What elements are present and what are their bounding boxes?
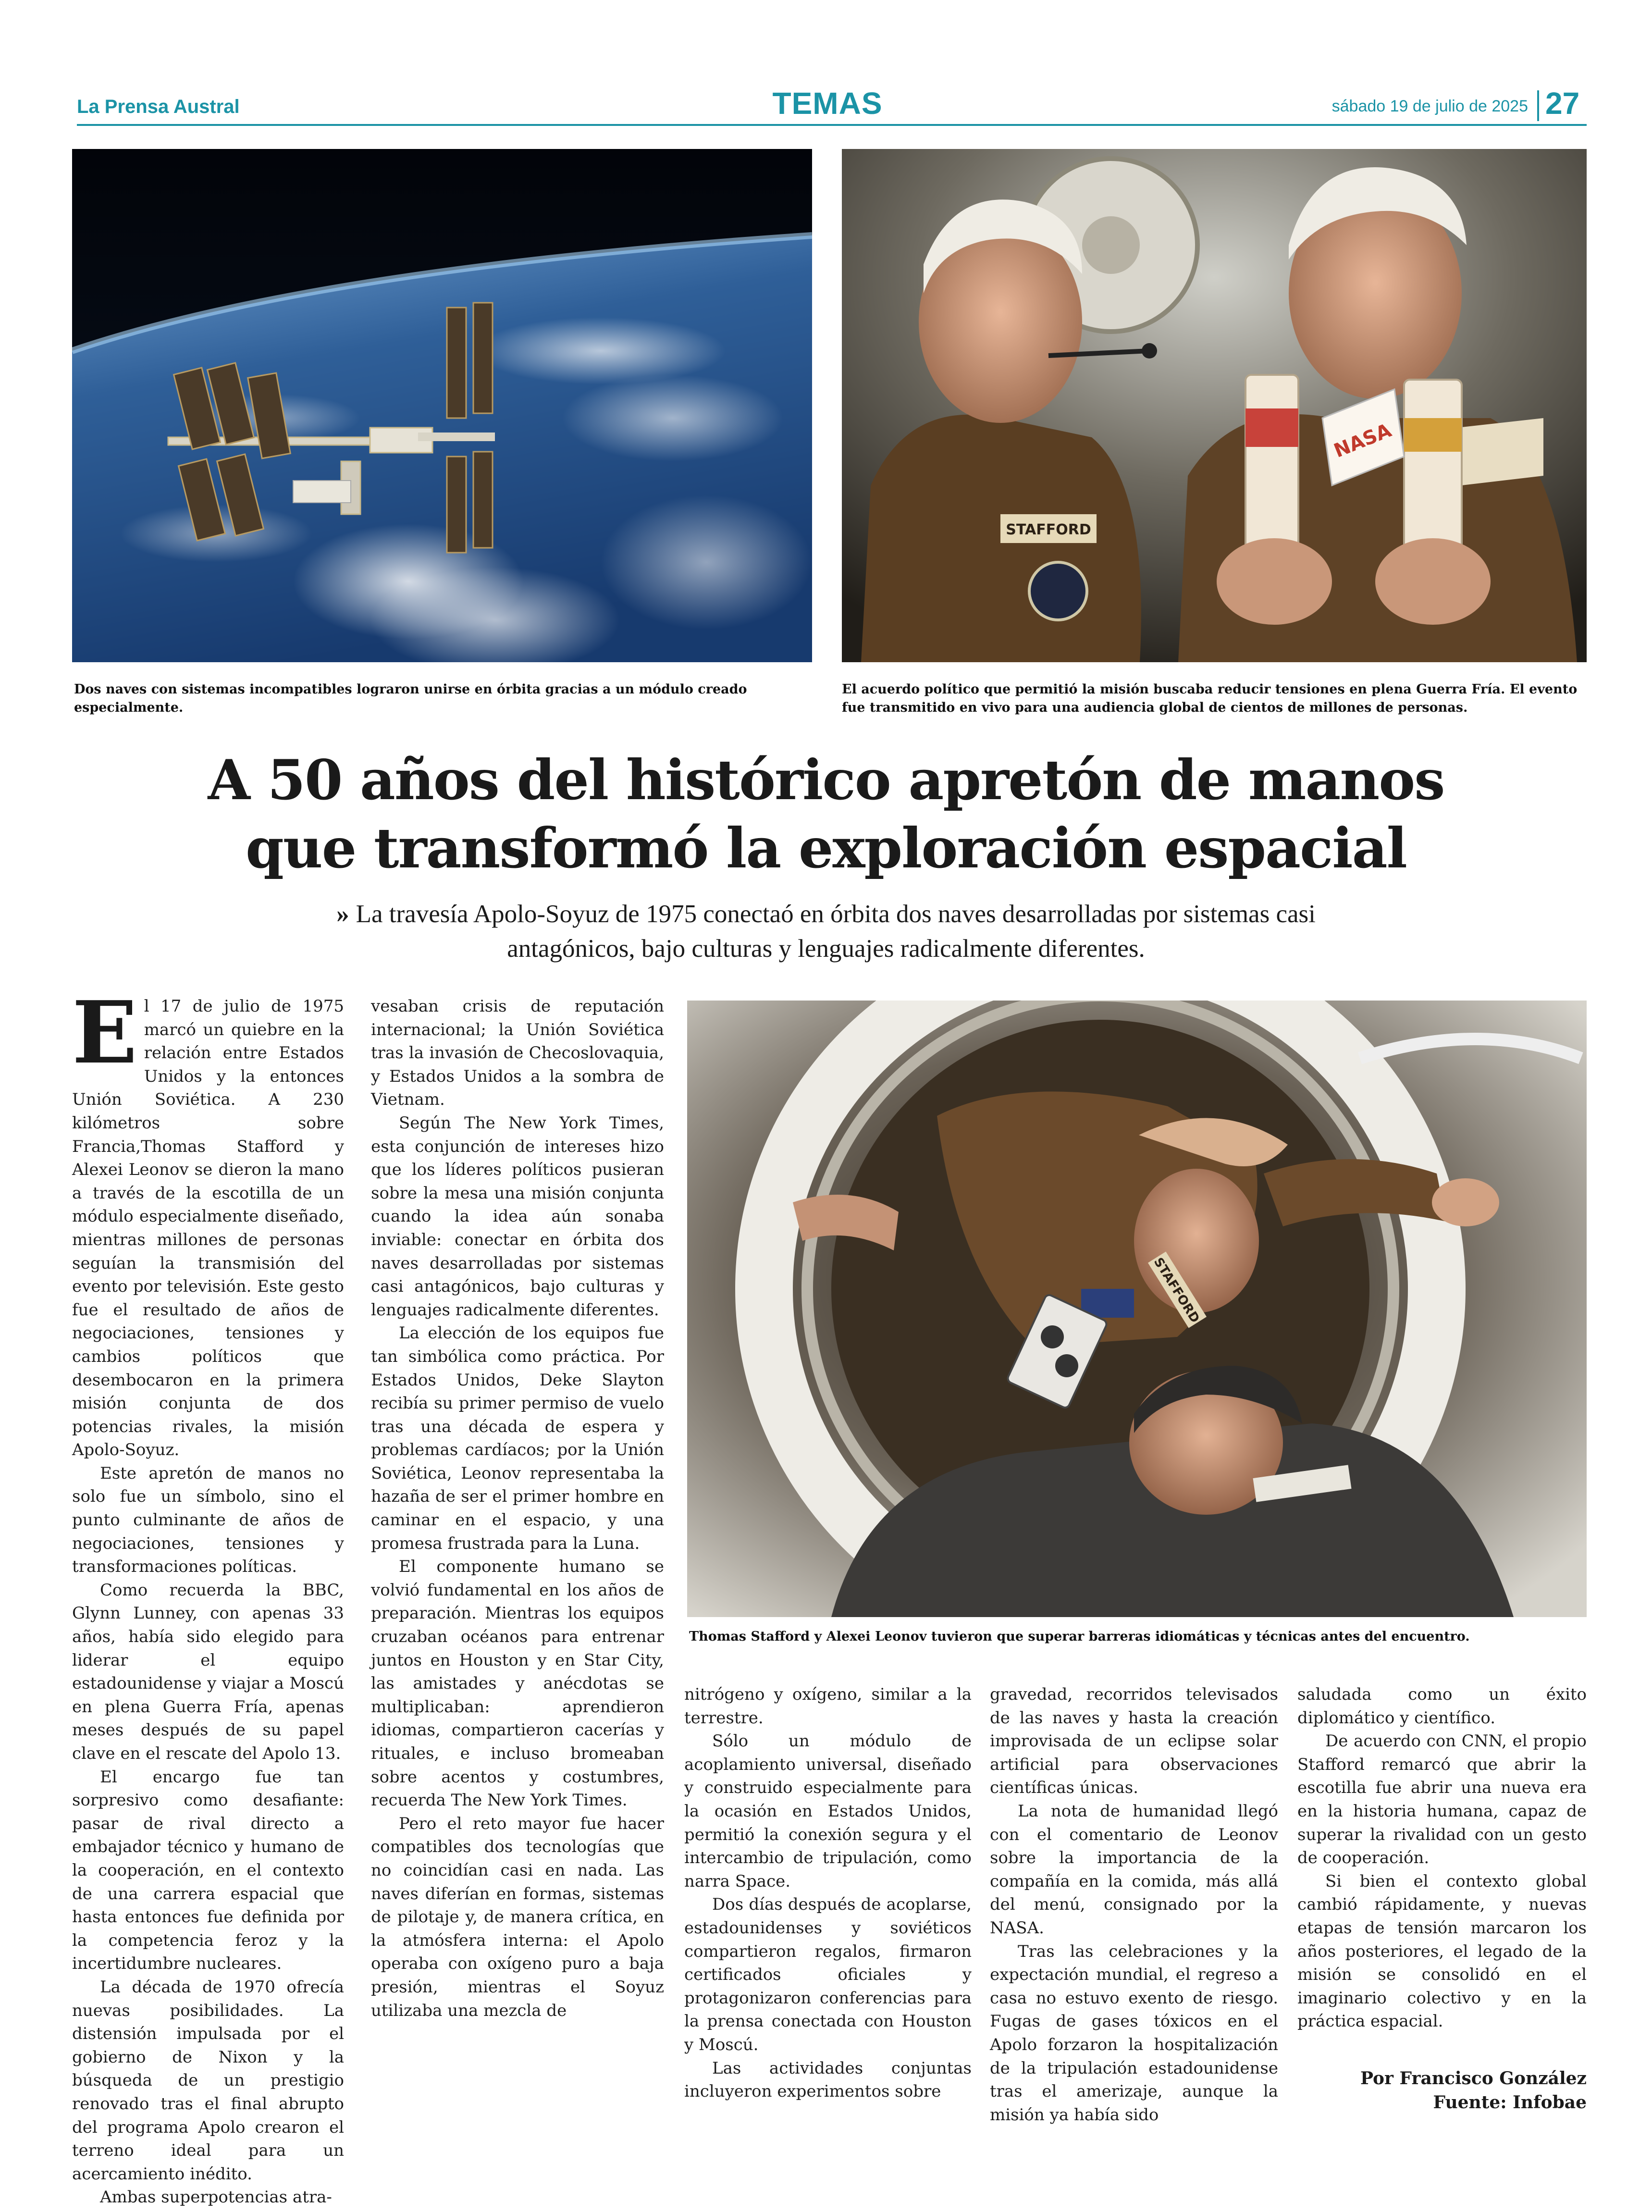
article-subheading <box>288 897 1364 966</box>
header-rule <box>77 124 1587 126</box>
article-paragraph: nitrógeno y oxígeno, similar a la terrestre. <box>684 1685 972 1728</box>
hatch-handshake-photo <box>687 1001 1587 1617</box>
article-paragraph: saludada como un éxito diplomático y científico. <box>1297 1685 1587 1728</box>
article-paragraph: La década de 1970 ofrecía nuevas posibilidades. La distensión impulsada por el gobierno de Nixon y la búsqueda de un prestigio renovado tras el final abrupto del programa Apolo crearon el terreno ideal para un acercamiento inédito. <box>72 1977 344 2184</box>
photo-caption-hatch: Thomas Stafford y Alexei Leonov tuvieron que superar barreras idiomáticas y técnicas antes del encuentro. <box>689 1629 1470 1644</box>
article-paragraph: De acuerdo con CNN, el propio Stafford remarcó que abrir la escotilla fue abrir una nueva era en la historia humana, capaz de superar la rivalidad con un gesto de cooperación. <box>1297 1731 1587 1868</box>
svg-text:STAFFORD: STAFFORD <box>1006 521 1091 538</box>
article-paragraph <box>72 982 344 1462</box>
article-column-4 <box>990 1683 1278 2126</box>
article-paragraph: La nota de humanidad llegó con el comentario de Leonov sobre la importancia de la compañía en la comida, más allá del menú, consignado por la NASA. <box>990 1801 1278 1938</box>
article-paragraph: gravedad, recorridos televisados de las naves y hasta la creación improvisada de un eclipse solar artificial para observaciones científicas únicas. <box>990 1685 1278 1798</box>
article-paragraph: Este apretón de manos no solo fue un símbolo, sino el punto culminante de años de negociaciones, tensiones y transformaciones políticas. <box>72 1463 344 1577</box>
paragraph-text: l 17 de julio de 1975 marcó un quiebre en la relación entre Estados Unidos y la entonces Unión Soviética. A 230 kilómetros sobre Francia,Thomas Stafford y Alexei Leonov se dieron la mano a través de la escotilla de un módulo especialmente diseñado, mientras millones de personas seguían la transmisión del evento por televisión. Este gesto fue el resultado de años de negociaciones, tensiones y cambios políticos que desembocaron en la primera misión conjunta de dos potencias rivales, la misión Apolo-Soyuz. <box>72 997 344 1460</box>
article-paragraph: El encargo fue tan sorpresivo como desafiante: pasar de rival directo a embajador técnico y humano de la cooperación, en el contexto de una carrera espacial que hasta entonces fue definida por la competencia feroz y la incertidumbre nucleares. <box>72 1767 344 1974</box>
article-column-5 <box>1297 1683 1587 2033</box>
headline-line-2: que transformó la exploración espacial <box>246 816 1406 880</box>
section-title: TEMAS <box>772 86 883 121</box>
subhead-text: La travesía Apolo-Soyuz de 1975 conectaó en órbita dos naves desarrolladas por sistemas casi antagónicos, bajo culturas y lenguajes radicalmente diferentes. <box>356 900 1316 963</box>
byline-author: Por Francisco González <box>1360 2068 1587 2088</box>
article-paragraph: vesaban crisis de reputación internacional; la Unión Soviética tras la invasión de Checoslovaquia, y Estados Unidos a la sombra de Vietnam. <box>371 997 664 1110</box>
svg-text:STAFFORD: STAFFORD <box>1150 1255 1202 1326</box>
headline-line-1: A 50 años del histórico apretón de manos <box>208 748 1444 812</box>
article-paragraph: Pero el reto mayor fue hacer compatibles dos tecnologías que no coincidían casi en nada. Las naves diferían en formas, sistemas de pilotaje y, de manera crítica, en la atmósfera interna: el Apolo operaba con oxígeno puro a baja presión, mientras el Soyuz utilizaba una mezcla de <box>371 1814 664 2020</box>
page-number: 27 <box>1545 86 1580 121</box>
article-paragraph: Sólo un módulo de acoplamiento universal, diseñado y construido especialmente para la ocasión en Estados Unidos, permitió la conexión segura y el intercambio de tripulación, como narra Space. <box>684 1731 972 1891</box>
astronauts-photo <box>842 149 1587 662</box>
svg-text:NASA: NASA <box>1331 419 1395 462</box>
article-column-2 <box>371 995 664 2022</box>
article-paragraph: Si bien el contexto global cambió rápidamente, y nuevas etapas de tensión marcaron los años posteriores, el legado de la misión se consolidó en el imaginario colectivo y en la práctica espacial. <box>1297 1871 1587 2031</box>
issue-date: sábado 19 de julio de 2025 <box>1331 97 1528 115</box>
article-column-3 <box>684 1683 972 2103</box>
newspaper-name: La Prensa Austral <box>77 96 240 117</box>
article-paragraph: El componente humano se volvió fundamental en los años de preparación. Mientras los equipos cruzaban océanos para entrenar juntos en Houston y en Star City, las amistades y anécdotas se multiplicaban: aprendieron idiomas, compartieron cacerías y rituales, e incluso bromeaban sobre acentos y costumbres, recuerda The New York Times. <box>371 1557 664 1810</box>
crew-patch-left <box>1000 514 1097 543</box>
subhead-marker-icon: » <box>336 900 349 928</box>
article-paragraph: Como recuerda la BBC, Glynn Lunney, con apenas 33 años, había sido elegido para liderar el equipo estadounidense y viajar a Moscú en plena Guerra Fría, apenas meses después de su papel clave en el rescate del Apolo 13. <box>72 1580 344 1763</box>
article-paragraph: Tras las celebraciones y la expectación mundial, el regreso a casa no estuvo exento de riesgo. Fugas de gases tóxicos en el Apolo forzaron la hospitalización de la tripulación estadounidense tras el amerizaje, aunque la misión ya había sido <box>990 1941 1278 2125</box>
header-separator <box>1537 90 1539 121</box>
article-paragraph: Dos días después de acoplarse, estadounidenses y soviéticos compartieron regalos, firmaron certificados oficiales y protagonizaron conferencias para la prensa conectada con Houston y Moscú. <box>684 1895 972 2054</box>
byline-source: Fuente: Infobae <box>1433 2092 1587 2113</box>
article-paragraph: Según The New York Times, esta conjunción de intereses hizo que los líderes políticos pusieran sobre la mesa una misión conjunta cuando la idea aún sonaba inviable: conectar en órbita dos naves desarrolladas por sistemas casi antagónicos, bajo culturas y lenguajes radicalmente diferentes. <box>371 1113 664 1320</box>
drop-cap: E <box>72 982 137 1083</box>
article-headline <box>135 746 1517 882</box>
article-paragraph: Las actividades conjuntas incluyeron experimentos sobre <box>684 2058 972 2101</box>
article-column-1 <box>72 982 344 2209</box>
article-paragraph: La elección de los equipos fue tan simbólica como práctica. Por Estados Unidos, Deke Slayton recibía su primer permiso de vuelo tras una década de espera y problemas cardíacos; por la Unión Soviética, Leonov representaba la hazaña de ser el primer hombre en caminar en el espacio, y una promesa frustrada para la Luna. <box>371 1323 664 1553</box>
photo-caption-station: Dos naves con sistemas incompatibles lograron unirse en órbita gracias a un módulo creado especialmente. <box>74 682 747 715</box>
photo-caption-astronauts: El acuerdo político que permitió la misión buscaba reducir tensiones en plena Guerra Fría. El evento fue transmitido en vivo para una audiencia global de cientos de millones de personas. <box>842 682 1578 715</box>
article-paragraph: Ambas superpotencias atra- <box>100 2187 332 2207</box>
article-byline <box>1297 2066 1587 2114</box>
space-station-photo <box>72 149 812 662</box>
